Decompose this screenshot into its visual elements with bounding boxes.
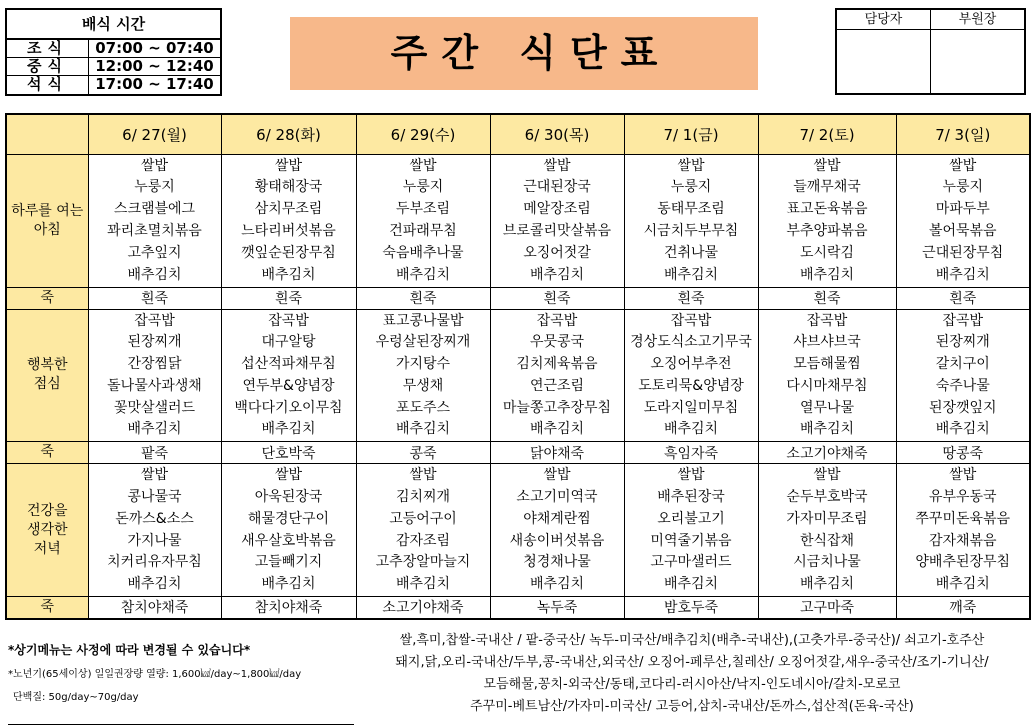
menu-item: 쌀밥: [543, 467, 571, 484]
menu-item: 삼치무조림: [254, 201, 323, 218]
approval-sign-area: [931, 30, 1024, 93]
menu-item: 배추김치: [935, 421, 990, 438]
menu-item: 갈치구이: [935, 356, 990, 373]
corner-cell: [6, 114, 88, 154]
meal-cell: [624, 464, 758, 597]
meal-cell: [221, 154, 356, 287]
menu-item: 고추잎지: [127, 244, 182, 261]
porridge-label: 죽: [6, 442, 88, 464]
label-line: 건강을: [26, 502, 68, 519]
dinner-label: [6, 464, 88, 597]
menu-item: 표고돈육볶음: [786, 201, 868, 218]
menu-item: 소고기미역국: [516, 489, 598, 506]
meal-cell: [356, 309, 490, 442]
meal-cell: [896, 309, 1030, 442]
breakfast-label: [6, 154, 88, 287]
menu-item: 연근조림: [529, 377, 585, 394]
menu-item: 배추김치: [799, 421, 855, 438]
menu-item: 동태무조림: [657, 201, 725, 218]
serving-time-value: 07:00 ~ 07:40: [95, 39, 214, 57]
menu-item: 배추김치: [663, 421, 719, 438]
menu-item: 간장찜닭: [127, 356, 182, 373]
menu-item: 잡곡밥: [134, 312, 175, 329]
porridge-cell: 단호박죽: [221, 442, 356, 464]
menu-item: 건취나물: [663, 244, 719, 261]
menu-item: 쌀밥: [543, 157, 571, 174]
menu-item: 콩나물국: [127, 489, 182, 506]
serving-row-breakfast: [7, 40, 220, 58]
menu-item: 쌀밥: [140, 157, 169, 174]
menu-item: 해물경단구이: [247, 510, 330, 527]
menu-item: 쌀밥: [274, 157, 303, 174]
origin-line: 모듬해물,꽁치-외국산/동태,코다리-러시아산/낙지-인도네시아/갈치-모로코: [483, 677, 901, 692]
serving-time-title: 배식 시간: [7, 10, 220, 40]
menu-item: 돌나물사과생채: [107, 377, 202, 394]
menu-item: 김치찌개: [395, 489, 451, 506]
menu-change-notice: *상기메뉴는 사정에 따라 변경될 수 있습니다*: [8, 643, 251, 657]
calorie-note: *노년기(65세이상) 일일권장량 열량: 1,600㎉/day~1,800㎉/day: [8, 669, 302, 680]
lunch-porridge-row: [6, 442, 1030, 464]
day-header: 6/ 29(수): [356, 114, 490, 154]
menu-item: 배추김치: [395, 576, 451, 593]
menu-item: 경상도식소고기무국: [630, 334, 752, 351]
menu-item: 쌀밥: [140, 467, 169, 484]
serving-row-lunch: [7, 58, 220, 76]
serving-time-value: 17:00 ~ 17:40: [95, 75, 214, 93]
menu-item: 순두부호박국: [786, 489, 868, 506]
day-header: 7/ 3(일): [896, 114, 1030, 154]
menu-item: 숙주나물: [935, 377, 990, 394]
menu-item: 배추김치: [529, 576, 585, 593]
menu-item: 시금치나물: [793, 554, 861, 571]
menu-item: 느타리버섯볶음: [241, 223, 336, 239]
menu-item: 배추김치: [663, 266, 719, 283]
meal-cell: [758, 309, 896, 442]
porridge-cell: 흰죽: [624, 287, 758, 309]
menu-item: 쌀밥: [677, 467, 705, 484]
meal-cell: [758, 154, 896, 287]
day-header-row: [6, 114, 1030, 154]
porridge-cell: 밤호두죽: [624, 597, 758, 619]
meal-cell: [758, 464, 896, 597]
menu-item: 근대된장국: [523, 179, 591, 196]
day-header: 6/ 30(목): [490, 114, 624, 154]
menu-item: 고추장알마늘지: [375, 554, 471, 571]
menu-item: 황태해장국: [254, 179, 323, 196]
menu-item: 가지나물: [127, 532, 182, 549]
meal-cell: [356, 464, 490, 597]
menu-item: 대구알탕: [261, 334, 316, 351]
menu-item: 누룽지: [402, 179, 444, 196]
meal-cell: [88, 309, 221, 442]
menu-item: 감자조림: [395, 532, 451, 549]
weekly-menu-table: [5, 113, 1031, 620]
day-header: 6/ 27(월): [88, 114, 221, 154]
meal-cell: [896, 154, 1030, 287]
day-header: 6/ 28(화): [221, 114, 356, 154]
approval-box: [835, 8, 1026, 95]
approval-header: 부원장: [931, 10, 1024, 30]
meal-cell: [490, 464, 624, 597]
serving-meal-label: 조식: [7, 40, 89, 57]
menu-item: 치커리유자무침: [107, 554, 202, 571]
porridge-cell: 고구마죽: [758, 597, 896, 619]
porridge-cell: 녹두죽: [490, 597, 624, 619]
porridge-cell: 콩죽: [356, 442, 490, 464]
menu-item: 열무나물: [799, 399, 855, 416]
menu-item: 돈까스&소스: [115, 510, 194, 527]
menu-item: 쌀밥: [274, 467, 303, 484]
menu-item: 꽈리초멸치볶음: [107, 223, 202, 239]
menu-item: 미역줄기볶음: [650, 532, 732, 549]
menu-item: 된장찌개: [935, 334, 990, 351]
menu-item: 깻잎순된장무침: [241, 244, 336, 261]
menu-item: 근대된장무침: [922, 244, 1004, 261]
menu-item: 아욱된장국: [254, 489, 323, 506]
menu-item: 누룽지: [942, 179, 984, 196]
meal-cell: [624, 309, 758, 442]
porridge-cell: 소고기야채죽: [356, 597, 490, 619]
porridge-cell: 흰죽: [490, 287, 624, 309]
menu-item: 오리불고기: [657, 510, 725, 527]
porridge-cell: 흑임자죽: [624, 442, 758, 464]
divider: [8, 724, 354, 725]
dinner-porridge-row: [6, 597, 1030, 619]
menu-item: 스크램블에그: [113, 201, 196, 218]
meal-cell: [490, 309, 624, 442]
menu-item: 다시마채무침: [786, 377, 868, 394]
page-title: 주간 식단표: [290, 17, 758, 90]
menu-item: 쌀밥: [949, 467, 977, 484]
menu-item: 김치제육볶음: [516, 356, 598, 373]
label-line: 점심: [33, 376, 61, 393]
menu-item: 배추김치: [127, 266, 182, 283]
lunch-label: [6, 309, 88, 442]
label-line: 행복한: [26, 357, 68, 374]
approval-sign-area: [837, 30, 930, 93]
day-header: 7/ 2(토): [758, 114, 896, 154]
menu-item: 새송이버섯볶음: [509, 532, 605, 549]
menu-item: 볼어묵볶음: [928, 223, 997, 239]
menu-item: 마늘쫑고추장무침: [502, 399, 612, 416]
menu-item: 배추된장국: [657, 489, 725, 506]
menu-item: 양배추된장무침: [915, 554, 1011, 571]
menu-item: 오징어젓갈: [523, 244, 591, 261]
menu-item: 쭈꾸미돈육볶음: [915, 510, 1011, 527]
menu-item: 고등어구이: [389, 510, 457, 527]
menu-item: 시금치두부무침: [643, 223, 739, 239]
menu-item: 된장찌개: [127, 334, 182, 351]
menu-item: 배추김치: [261, 576, 316, 593]
serving-meal-label: 중식: [7, 58, 89, 75]
label-line: 아침: [33, 221, 61, 238]
menu-item: 가자미무조림: [786, 510, 868, 527]
menu-item: 쌀밥: [813, 157, 841, 174]
approval-header: 담당자: [837, 10, 930, 30]
meal-cell: [356, 154, 490, 287]
serving-time-value: 12:00 ~ 12:40: [95, 57, 214, 75]
breakfast-row: [6, 154, 1030, 287]
menu-item: 모듬해물찜: [793, 356, 861, 373]
menu-item: 쌀밥: [949, 157, 977, 174]
meal-cell: [221, 309, 356, 442]
menu-item: 잡곡밥: [942, 312, 984, 329]
porridge-cell: 닭야채죽: [490, 442, 624, 464]
meal-cell: [221, 464, 356, 597]
menu-item: 쌀밥: [409, 467, 437, 484]
menu-item: 우렁살된장찌개: [375, 334, 471, 351]
menu-item: 야채계란찜: [523, 510, 591, 527]
menu-item: 배추김치: [529, 421, 585, 438]
label-line: 저녁: [33, 540, 61, 557]
menu-item: 된장깻잎지: [928, 399, 997, 416]
serving-time-box: [5, 8, 222, 96]
menu-item: 쌀밥: [813, 467, 841, 484]
menu-item: 무생채: [402, 377, 444, 394]
menu-item: 오징어부추전: [650, 356, 732, 373]
porridge-cell: 소고기야채죽: [758, 442, 896, 464]
menu-item: 숙음배추나물: [382, 244, 464, 261]
serving-row-dinner: [7, 76, 220, 94]
menu-item: 백다다기오이무침: [234, 399, 343, 416]
menu-item: 건파래무침: [389, 223, 457, 239]
menu-item: 두부조림: [395, 201, 451, 218]
menu-item: 새우살호박볶음: [241, 532, 336, 549]
breakfast-porridge-row: [6, 287, 1030, 309]
protein-note: 단백질: 50g/day~70g/day: [13, 692, 139, 703]
menu-item: 마파두부: [935, 201, 990, 218]
menu-item: 가지탕수: [395, 356, 451, 373]
porridge-cell: 땅콩죽: [896, 442, 1030, 464]
origin-line: 돼지,닭,오리-국내산/두부,콩-국내산,외국산/ 오징어-페루산,칠레산/ 오징어젓갈,새우-중국산/조기-기니산/: [395, 655, 989, 670]
menu-item: 도라지일미무침: [643, 399, 739, 416]
menu-item: 잡곡밥: [536, 312, 578, 329]
menu-item: 도토리묵&양념장: [638, 377, 744, 394]
meal-cell: [490, 154, 624, 287]
label-line: 생각한: [26, 521, 68, 538]
menu-item: 감자채볶음: [928, 532, 997, 549]
menu-item: 꽃맛살샐러드: [113, 399, 196, 416]
origin-line: 쌀,흑미,찹쌀-국내산 / 팥-중국산/ 녹두-미국산/배추김치(배추-국내산),(고춧가루-중국산)/ 쇠고기-호주산: [399, 633, 985, 648]
origin-line: 주꾸미-베트남산/가자미-미국산/ 고등어,삼치-국내산/돈까스,섭산적(돈육-국산): [470, 699, 914, 714]
menu-item: 쌀밥: [409, 157, 437, 174]
menu-item: 배추김치: [261, 266, 316, 283]
porridge-cell: 흰죽: [88, 287, 221, 309]
day-header: 7/ 1(금): [624, 114, 758, 154]
porridge-cell: 참치야채죽: [221, 597, 356, 619]
menu-item: 브로콜리맛살볶음: [502, 223, 612, 239]
menu-item: 고구마샐러드: [650, 554, 732, 571]
menu-item: 청경채나물: [523, 554, 591, 571]
menu-item: 배추김치: [395, 421, 451, 438]
porridge-cell: 깨죽: [896, 597, 1030, 619]
menu-item: 배추김치: [127, 576, 182, 593]
label-line: 하루를 여는: [11, 202, 84, 219]
menu-item: 배추김치: [127, 421, 182, 438]
porridge-label: 죽: [6, 597, 88, 619]
menu-item: 배추김치: [799, 576, 855, 593]
menu-item: 연두부&양념장: [242, 377, 335, 394]
menu-item: 배추김치: [529, 266, 585, 283]
menu-item: 배추김치: [935, 576, 990, 593]
menu-item: 고들빼기지: [254, 554, 323, 571]
menu-item: 우뭇콩국: [529, 334, 585, 351]
menu-item: 잡곡밥: [268, 312, 309, 329]
serving-meal-label: 석식: [7, 76, 89, 94]
meal-cell: [88, 154, 221, 287]
menu-item: 부추양파볶음: [786, 223, 868, 239]
porridge-cell: 흰죽: [221, 287, 356, 309]
menu-item: 배추김치: [395, 266, 451, 283]
menu-item: 메알장조림: [523, 201, 591, 218]
menu-item: 누룽지: [134, 179, 175, 196]
porridge-cell: 흰죽: [356, 287, 490, 309]
menu-item: 배추김치: [935, 266, 990, 283]
porridge-cell: 흰죽: [758, 287, 896, 309]
menu-item: 들깨무채국: [793, 179, 861, 196]
menu-item: 누룽지: [670, 179, 712, 196]
origin-info: [358, 630, 1026, 718]
menu-item: 샤브샤브국: [793, 334, 861, 351]
porridge-cell: 흰죽: [896, 287, 1030, 309]
menu-item: 표고콩나물밥: [382, 312, 464, 329]
menu-item: 도시락김: [799, 244, 855, 261]
approval-column: [931, 10, 1024, 93]
menu-item: 잡곡밥: [670, 312, 712, 329]
menu-item: 배추김치: [663, 576, 719, 593]
menu-item: 포도주스: [395, 399, 451, 416]
menu-item: 한식잡채: [799, 532, 855, 549]
menu-item: 섭산적파채무침: [241, 356, 336, 373]
menu-item: 배추김치: [799, 266, 855, 283]
menu-item: 쌀밥: [677, 157, 705, 174]
meal-cell: [624, 154, 758, 287]
lunch-row: [6, 309, 1030, 442]
meal-cell: [896, 464, 1030, 597]
menu-item: 잡곡밥: [806, 312, 848, 329]
menu-item: 유부우동국: [928, 489, 997, 506]
meal-cell: [88, 464, 221, 597]
dinner-row: [6, 464, 1030, 597]
porridge-cell: 참치야채죽: [88, 597, 221, 619]
porridge-cell: 팥죽: [88, 442, 221, 464]
porridge-label: 죽: [6, 287, 88, 309]
menu-item: 배추김치: [261, 421, 316, 438]
approval-column: [837, 10, 931, 93]
